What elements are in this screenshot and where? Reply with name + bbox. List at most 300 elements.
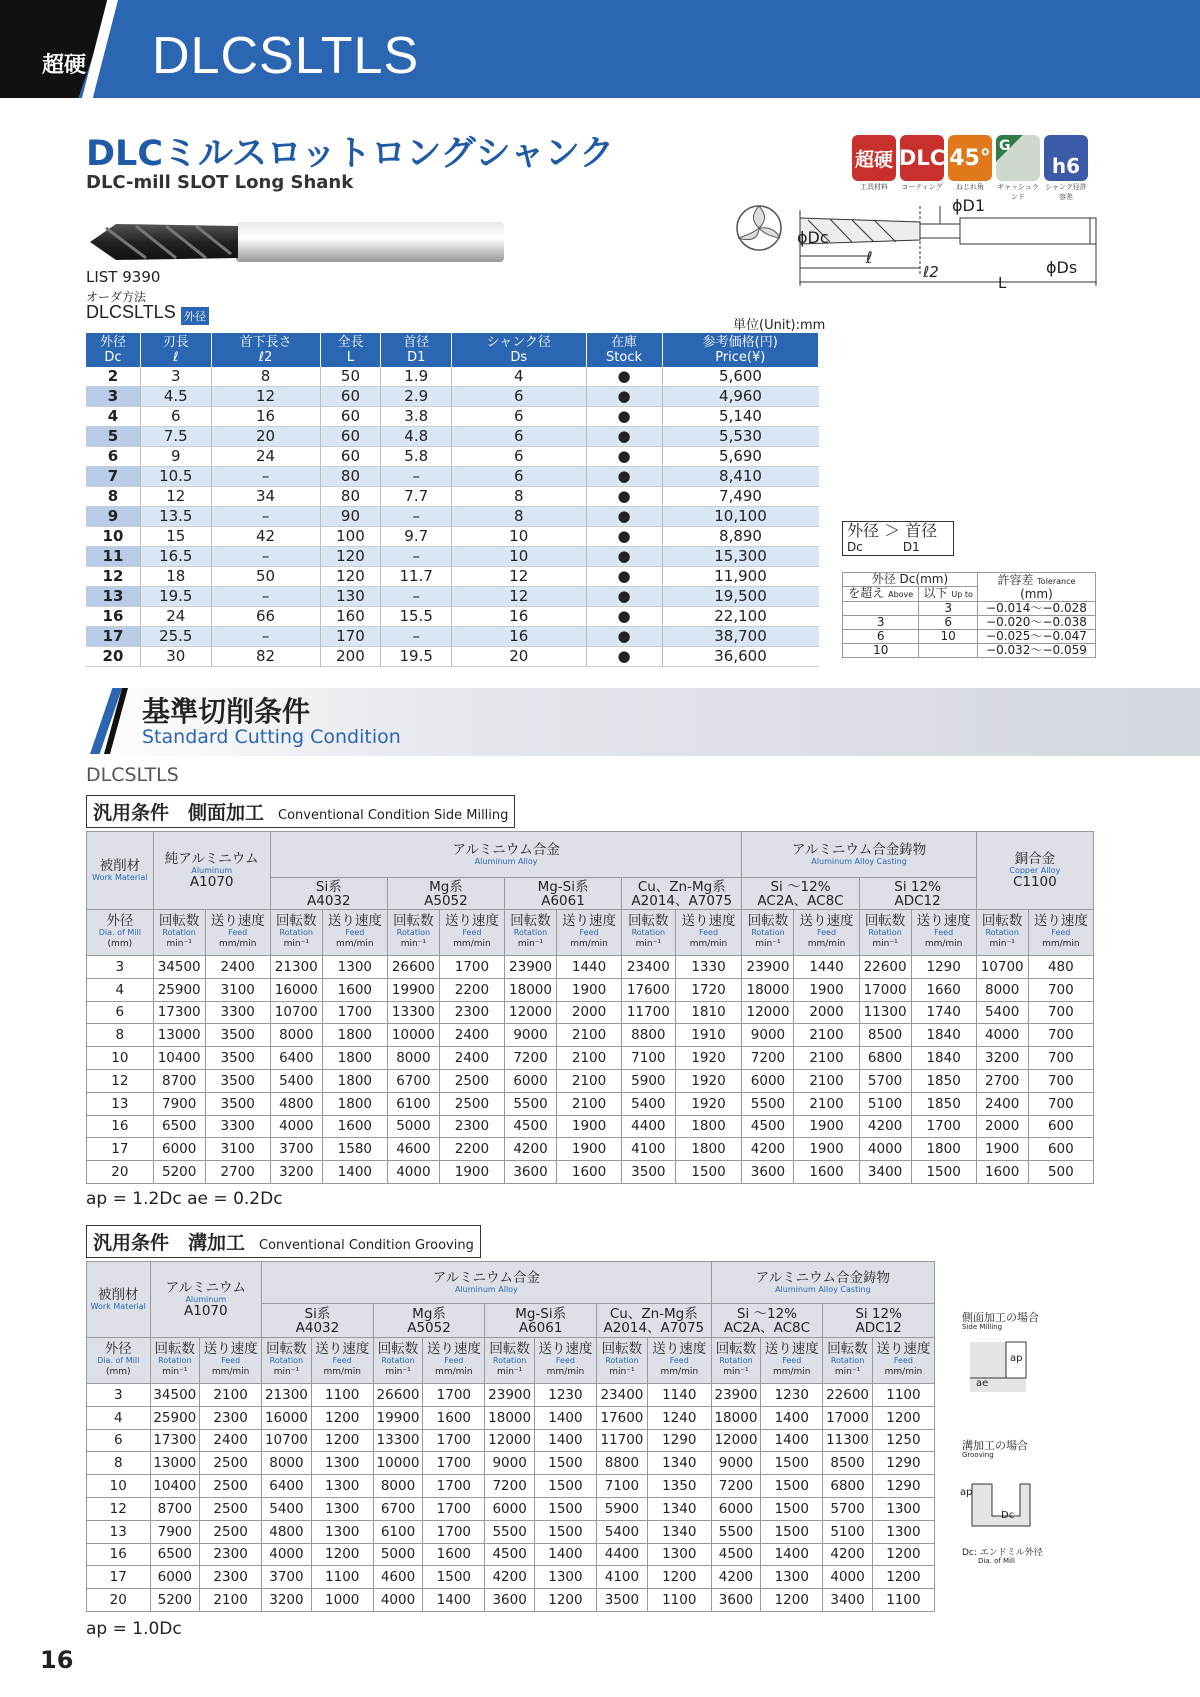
spec-cell: 12 xyxy=(86,567,140,587)
section-code: DLCSLTLS xyxy=(86,764,179,786)
rot-unit: min⁻¹ xyxy=(283,939,309,949)
feed-head xyxy=(675,910,742,956)
rot-jp: 回転数 xyxy=(981,913,1023,929)
g-al-cast-jp: アルミニウム合金鋳物 xyxy=(755,1270,890,1286)
side-milling-caption xyxy=(86,795,515,828)
condition-cell: 25900 xyxy=(153,978,205,1001)
feed-jp: 送り速度 xyxy=(426,1341,481,1357)
spec-cell: – xyxy=(211,547,320,567)
spec-cell: 9 xyxy=(86,507,140,527)
spec-cell: 8 xyxy=(452,507,587,527)
condition-cell: 2100 xyxy=(557,1092,622,1115)
rot-en: Rotation xyxy=(868,928,902,937)
g-al-cast-en: Aluminum Alloy Casting xyxy=(775,1285,871,1294)
spec-row xyxy=(86,607,819,627)
material-subgroup-code: A5052 xyxy=(424,892,468,909)
rot-unit: min⁻¹ xyxy=(755,939,781,949)
condition-cell: 16 xyxy=(87,1543,151,1566)
spec-cell: 7,490 xyxy=(662,487,818,507)
condition-cell: 1900 xyxy=(557,1115,622,1138)
feed-unit: mm/min xyxy=(453,939,491,949)
side-column-row xyxy=(87,910,1094,956)
condition-cell: 12 xyxy=(87,1069,154,1092)
material-subgroup-name: Si系 xyxy=(304,1305,331,1322)
condition-cell: 1920 xyxy=(675,1069,742,1092)
spec-cell: 10 xyxy=(452,527,587,547)
tolerance-cell: −0.020〜−0.038 xyxy=(977,616,1095,630)
condition-cell: 1440 xyxy=(557,956,622,979)
spec-cell: 7.5 xyxy=(140,427,211,447)
spec-cell: 11 xyxy=(86,547,140,567)
rot-unit: min⁻¹ xyxy=(989,939,1015,949)
spec-cell: 5,600 xyxy=(662,367,818,387)
spec-cell: 15 xyxy=(140,527,211,547)
spec-header-jp: 外径 xyxy=(99,335,126,350)
condition-row xyxy=(87,1024,1094,1047)
material-subgroup-code: AC2A、AC8C xyxy=(757,892,844,909)
condition-cell: 25900 xyxy=(150,1406,200,1429)
tolerance-row xyxy=(843,602,1096,616)
feed-jp: 送り速度 xyxy=(1033,913,1088,929)
condition-cell: 10000 xyxy=(387,1024,439,1047)
spec-cell: 22,100 xyxy=(662,607,818,627)
condition-cell: 700 xyxy=(1028,1024,1093,1047)
list-number: LIST 9390 xyxy=(86,268,161,286)
condition-row xyxy=(87,1161,1094,1184)
spec-cell: 13.5 xyxy=(140,507,211,527)
spec-row xyxy=(86,427,819,447)
material-subgroup xyxy=(270,878,387,910)
pure-al-code: A1070 xyxy=(189,874,234,890)
condition-cell: 4200 xyxy=(742,1138,794,1161)
condition-cell: 2100 xyxy=(557,1047,622,1070)
condition-cell: 1250 xyxy=(872,1429,934,1452)
grooving-table xyxy=(86,1261,935,1612)
tolerance-cell: 3 xyxy=(919,602,977,616)
feed-unit: mm/min xyxy=(924,939,963,949)
condition-cell: 1900 xyxy=(794,978,859,1001)
feature-badges xyxy=(852,135,1088,181)
condition-cell: 1340 xyxy=(647,1497,711,1520)
spec-cell: 8 xyxy=(452,487,587,507)
feed-jp: 送り速度 xyxy=(210,913,265,929)
condition-cell: 2400 xyxy=(439,1024,504,1047)
condition-cell: 7100 xyxy=(596,1475,647,1498)
spec-header-cell xyxy=(452,333,587,367)
condition-cell: 6800 xyxy=(859,1047,911,1070)
condition-cell: 21300 xyxy=(262,1384,312,1407)
condition-row xyxy=(87,1543,935,1566)
condition-cell: 2500 xyxy=(200,1497,262,1520)
condition-cell: 8000 xyxy=(387,1047,439,1070)
material-subgroup-code: AC2A、AC8C xyxy=(723,1319,811,1336)
condition-cell: 12000 xyxy=(742,1001,794,1024)
condition-row xyxy=(87,1497,935,1520)
tolerance-cell: 10 xyxy=(919,630,977,644)
spec-body xyxy=(86,367,819,667)
condition-cell: 5900 xyxy=(596,1497,647,1520)
rotation-head xyxy=(622,910,675,956)
condition-cell: 6000 xyxy=(504,1069,556,1092)
material-subgroup xyxy=(485,1304,597,1338)
page-title: DLCSLTLS xyxy=(152,27,420,85)
spec-cell: ● xyxy=(586,467,662,487)
condition-cell: 17300 xyxy=(153,1001,205,1024)
spec-cell: 4.8 xyxy=(381,427,452,447)
rot-unit: min⁻¹ xyxy=(273,1367,300,1377)
condition-cell: 1200 xyxy=(311,1406,373,1429)
material-subgroup xyxy=(373,1304,485,1338)
condition-cell: 12 xyxy=(87,1497,151,1520)
material-subgroup-code: A6061 xyxy=(518,1319,563,1336)
material-subgroup xyxy=(504,878,621,910)
condition-row xyxy=(87,1475,935,1498)
material-subgroup xyxy=(742,878,859,910)
cu-code: C1100 xyxy=(1012,874,1057,890)
spec-row xyxy=(86,567,819,587)
feed-unit: mm/min xyxy=(689,939,728,949)
condition-cell: 1800 xyxy=(322,1024,387,1047)
feed-head xyxy=(205,910,270,956)
condition-cell: 1850 xyxy=(911,1069,976,1092)
condition-cell: 1900 xyxy=(557,978,622,1001)
condition-cell: 9000 xyxy=(742,1024,794,1047)
condition-cell: 1000 xyxy=(311,1589,373,1612)
spec-cell: ● xyxy=(586,647,662,667)
rot-unit: min⁻¹ xyxy=(166,939,192,949)
condition-cell: 1600 xyxy=(322,978,387,1001)
spec-cell: – xyxy=(211,627,320,647)
condition-cell: 1300 xyxy=(311,1497,373,1520)
tolerance-cell: 10 xyxy=(843,644,919,658)
condition-cell: 4500 xyxy=(504,1115,556,1138)
condition-cell: 1910 xyxy=(675,1024,742,1047)
condition-cell: 1600 xyxy=(557,1161,622,1184)
feed-en: Feed xyxy=(782,1356,802,1365)
rotation-head xyxy=(823,1338,873,1384)
spec-row xyxy=(86,467,819,487)
groove-note-en: Grooving xyxy=(962,1451,994,1459)
al-alloy-en: Aluminum Alloy xyxy=(474,857,538,866)
feed-en: Feed xyxy=(579,928,599,937)
condition-cell: 23900 xyxy=(504,956,556,979)
condition-cell: 1200 xyxy=(872,1543,934,1566)
spec-cell: 6 xyxy=(452,387,587,407)
spec-cell: 2 xyxy=(86,367,140,387)
rot-en: Rotation xyxy=(396,928,431,937)
material-subgroup-code: A6061 xyxy=(541,892,585,909)
condition-cell: 3600 xyxy=(742,1161,794,1184)
dia-head xyxy=(87,910,154,956)
grooving-diagram xyxy=(962,1466,1034,1528)
spec-cell: 13 xyxy=(86,587,140,607)
spec-cell: 11,900 xyxy=(662,567,818,587)
condition-cell: 1200 xyxy=(761,1589,823,1612)
spec-cell: 10 xyxy=(452,547,587,567)
condition-cell: 1400 xyxy=(534,1406,596,1429)
spec-header-en: ℓ2 xyxy=(258,350,273,365)
spec-cell: 19.5 xyxy=(140,587,211,607)
condition-cell: 2400 xyxy=(205,956,270,979)
condition-cell: 8000 xyxy=(976,978,1028,1001)
feed-jp: 送り速度 xyxy=(203,1341,258,1357)
condition-cell: 1900 xyxy=(439,1161,504,1184)
condition-cell: 700 xyxy=(1028,1069,1093,1092)
condition-cell: 1440 xyxy=(794,956,859,979)
tolerance-cell xyxy=(843,602,919,616)
material-subgroup-name: Si 12% xyxy=(855,1305,902,1322)
condition-row xyxy=(87,1452,935,1475)
condition-cell: 18000 xyxy=(711,1406,761,1429)
tolerance-body xyxy=(843,602,1096,658)
spec-row xyxy=(86,447,819,467)
condition-cell: 23900 xyxy=(711,1384,761,1407)
condition-cell: 1300 xyxy=(872,1497,934,1520)
helix-badge: 45° xyxy=(948,135,992,181)
condition-cell: 17600 xyxy=(596,1406,647,1429)
spec-cell: 12 xyxy=(211,387,320,407)
condition-cell: 3500 xyxy=(205,1069,270,1092)
condition-cell: 23400 xyxy=(596,1384,647,1407)
spec-header-row xyxy=(86,333,819,367)
condition-cell: 1290 xyxy=(872,1452,934,1475)
spec-cell: 82 xyxy=(211,647,320,667)
condition-cell: 13000 xyxy=(150,1452,200,1475)
spec-cell: ● xyxy=(586,447,662,467)
condition-cell: 5400 xyxy=(270,1069,322,1092)
spec-row xyxy=(86,507,819,527)
condition-row xyxy=(87,1001,1094,1024)
condition-cell: 1700 xyxy=(322,1001,387,1024)
rot-en: Rotation xyxy=(279,928,313,937)
feed-en: Feed xyxy=(345,928,365,937)
condition-cell: 6000 xyxy=(485,1497,535,1520)
material-subgroup-code: ADC12 xyxy=(894,892,941,909)
condition-cell: 2500 xyxy=(439,1092,504,1115)
spec-cell: 20 xyxy=(211,427,320,447)
spec-row xyxy=(86,647,819,667)
condition-cell: 4500 xyxy=(711,1543,761,1566)
condition-cell: 1100 xyxy=(647,1589,711,1612)
condition-cell: 2000 xyxy=(557,1001,622,1024)
spec-header-en: Ds xyxy=(510,350,528,365)
spec-cell: 16.5 xyxy=(140,547,211,567)
spec-cell: – xyxy=(381,587,452,607)
spec-cell: 9 xyxy=(140,447,211,467)
g-wm-en: Work Material xyxy=(90,1302,146,1311)
al-cast-en: Aluminum Alloy Casting xyxy=(811,857,907,866)
condition-cell: 2300 xyxy=(439,1001,504,1024)
condition-cell: 6500 xyxy=(153,1115,205,1138)
dia-en: Dia. of Mill xyxy=(97,1356,140,1365)
condition-cell: 1580 xyxy=(322,1138,387,1161)
spec-cell: ● xyxy=(586,547,662,567)
h6-badge: h6 xyxy=(1044,135,1088,181)
feed-jp: 送り速度 xyxy=(764,1341,819,1357)
rotation-head xyxy=(150,1338,200,1384)
condition-cell: 2000 xyxy=(976,1115,1028,1138)
grooving-body xyxy=(87,1384,935,1612)
condition-cell: 2100 xyxy=(794,1024,859,1047)
spec-cell: ● xyxy=(586,367,662,387)
spec-row xyxy=(86,527,819,547)
spec-cell: 10 xyxy=(86,527,140,547)
condition-cell: 3500 xyxy=(596,1589,647,1612)
material-subgroup xyxy=(823,1304,935,1338)
spec-header-en: D1 xyxy=(407,350,426,365)
condition-cell: 1300 xyxy=(311,1452,373,1475)
rot-jp: 回転数 xyxy=(628,913,669,929)
condition-cell: 23900 xyxy=(485,1384,535,1407)
condition-cell: 2300 xyxy=(200,1543,262,1566)
compare-box xyxy=(842,521,954,556)
condition-cell: 1400 xyxy=(534,1543,596,1566)
condition-cell: 12000 xyxy=(504,1001,556,1024)
condition-cell: 2100 xyxy=(557,1024,622,1047)
condition-cell: 1300 xyxy=(311,1520,373,1543)
condition-cell: 2100 xyxy=(794,1047,859,1070)
dia-en: Dia. of Mill xyxy=(98,928,141,937)
condition-cell: 1500 xyxy=(761,1520,823,1543)
condition-cell: 22600 xyxy=(859,956,911,979)
tol-head-tol-en: Tolerance xyxy=(1037,576,1076,586)
condition-cell: 1600 xyxy=(423,1406,485,1429)
rot-unit: min⁻¹ xyxy=(385,1367,411,1377)
spec-row xyxy=(86,587,819,607)
condition-cell: 4000 xyxy=(976,1024,1028,1047)
condition-cell: 5400 xyxy=(622,1092,675,1115)
spec-cell: 6 xyxy=(140,407,211,427)
spec-cell: 6 xyxy=(452,467,587,487)
condition-cell: 6700 xyxy=(373,1497,423,1520)
material-subgroup-code: A2014、A7075 xyxy=(603,1319,705,1336)
tolerance-row xyxy=(843,616,1096,630)
feed-en: Feed xyxy=(934,928,954,937)
condition-cell: 6100 xyxy=(373,1520,423,1543)
tolerance-cell: 6 xyxy=(843,630,919,644)
rot-jp: 回転数 xyxy=(510,913,551,929)
condition-cell: 2300 xyxy=(439,1115,504,1138)
spec-cell: – xyxy=(211,467,320,487)
spec-cell: 15,300 xyxy=(662,547,818,567)
tol-upto-jp: 以下 xyxy=(923,586,948,600)
side-caption-jp: 汎用条件 側面加工 xyxy=(93,802,265,824)
condition-cell: 2100 xyxy=(200,1589,262,1612)
condition-cell: 4000 xyxy=(823,1566,873,1589)
rotation-head xyxy=(504,910,556,956)
tol-head-dc: 外径 Dc(mm) xyxy=(843,573,978,587)
spec-cell: 8 xyxy=(86,487,140,507)
condition-cell: 19900 xyxy=(373,1406,423,1429)
condition-cell: 7200 xyxy=(711,1475,761,1498)
wm-head xyxy=(87,832,154,910)
rot-jp: 回転数 xyxy=(266,1341,307,1357)
condition-cell: 1920 xyxy=(675,1047,742,1070)
feed-unit: mm/min xyxy=(435,1367,473,1377)
feed-jp: 送り速度 xyxy=(916,913,971,929)
condition-cell: 1400 xyxy=(534,1429,596,1452)
material-subgroup-name: Si系 xyxy=(315,878,342,895)
condition-cell: 1700 xyxy=(423,1520,485,1543)
condition-cell: 1500 xyxy=(534,1475,596,1498)
side-note-jp: 側面加工の場合 xyxy=(962,1311,1039,1324)
tol-above xyxy=(843,587,919,602)
feed-jp: 送り速度 xyxy=(652,1341,707,1357)
condition-cell: 1100 xyxy=(311,1566,373,1589)
feed-en: Feed xyxy=(228,928,248,937)
spec-header-en: L xyxy=(346,350,355,365)
dia-head xyxy=(87,1338,151,1384)
condition-cell: 4 xyxy=(87,1406,151,1429)
spec-cell: – xyxy=(211,507,320,527)
condition-cell: 20 xyxy=(87,1589,151,1612)
rot-unit: min⁻¹ xyxy=(517,939,544,949)
condition-cell: 4000 xyxy=(373,1589,423,1612)
condition-cell: 3500 xyxy=(622,1161,675,1184)
grooving-caption xyxy=(86,1225,481,1258)
condition-cell: 7900 xyxy=(153,1092,205,1115)
condition-cell: 1500 xyxy=(675,1161,742,1184)
condition-cell: 1660 xyxy=(911,978,976,1001)
g-wm-head xyxy=(87,1262,151,1338)
condition-cell: 5400 xyxy=(976,1001,1028,1024)
spec-cell: 5,690 xyxy=(662,447,818,467)
condition-cell: 700 xyxy=(1028,1047,1093,1070)
condition-cell: 2300 xyxy=(200,1566,262,1589)
spec-cell: 6 xyxy=(452,447,587,467)
rot-unit: min⁻¹ xyxy=(162,1367,188,1377)
condition-cell: 17 xyxy=(87,1566,151,1589)
rotation-head xyxy=(153,910,205,956)
condition-cell: 1140 xyxy=(647,1384,711,1407)
feed-jp: 送り速度 xyxy=(327,913,382,929)
condition-cell: 1200 xyxy=(872,1566,934,1589)
material-subgroup-name: Si ～12% xyxy=(736,1305,798,1322)
condition-cell: 1900 xyxy=(557,1138,622,1161)
condition-cell: 1300 xyxy=(534,1566,596,1589)
feed-en: Feed xyxy=(1051,928,1071,937)
dia-unit: (mm) xyxy=(105,1367,131,1377)
groove-caption-en: Conventional Condition Grooving xyxy=(259,1238,474,1253)
dia-jp: 外径 xyxy=(106,913,134,929)
condition-cell: 6500 xyxy=(150,1543,200,1566)
rot-en: Rotation xyxy=(158,1356,192,1365)
spec-header-jp: 刃長 xyxy=(162,335,189,350)
rot-en: Rotation xyxy=(985,928,1019,937)
spec-cell: 10,100 xyxy=(662,507,818,527)
compare-dc: Dc xyxy=(847,540,863,554)
rot-en: Rotation xyxy=(631,928,666,937)
spec-cell: 7.7 xyxy=(381,487,452,507)
condition-cell: 8000 xyxy=(262,1452,312,1475)
spec-header-jp: 在庫 xyxy=(611,335,638,350)
spec-cell: 16 xyxy=(452,627,587,647)
feed-unit: mm/min xyxy=(218,939,257,949)
tolerance-cell: −0.032〜−0.059 xyxy=(977,644,1095,658)
spec-cell: 60 xyxy=(320,387,381,407)
condition-cell: 6700 xyxy=(387,1069,439,1092)
g-al-alloy-en: Aluminum Alloy xyxy=(454,1285,518,1294)
condition-cell: 1200 xyxy=(311,1429,373,1452)
condition-cell: 5400 xyxy=(262,1497,312,1520)
spec-cell: 11.7 xyxy=(381,567,452,587)
rotation-head xyxy=(859,910,911,956)
condition-cell: 6 xyxy=(87,1001,154,1024)
condition-cell: 1230 xyxy=(534,1384,596,1407)
condition-cell: 3500 xyxy=(205,1024,270,1047)
condition-cell: 16 xyxy=(87,1115,154,1138)
feed-head xyxy=(311,1338,373,1384)
